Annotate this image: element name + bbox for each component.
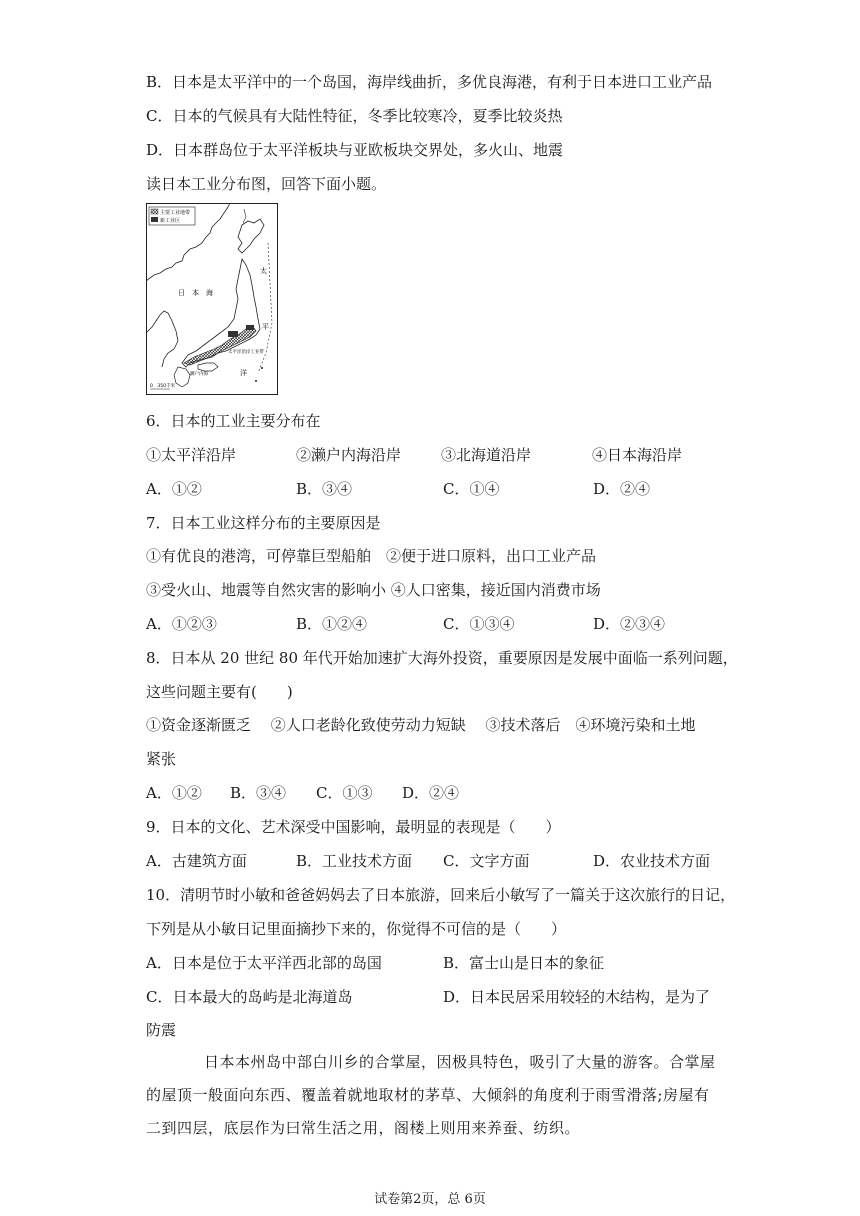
legend-main-belt: 主要工业地带 [160, 210, 191, 216]
page-footer: 试卷第2页，总 6页 [374, 1192, 486, 1207]
q9-option-b: B．工业技术方面 [296, 852, 413, 870]
q9-stem: 9．日本的文化、艺术深受中国影响，最明显的表现是（ ） [146, 818, 561, 836]
q10-option-d: D．日本民居采用较轻的木结构，是为了 [443, 988, 711, 1006]
label-scale: 0 350千米 [150, 384, 175, 389]
q6-option-d: D．②④ [593, 480, 651, 498]
label-pacific-1: 太 [260, 267, 267, 275]
q10-option-b: B．富士山是日本的象征 [443, 954, 605, 972]
q6-item-4: ④日本海沿岸 [592, 446, 683, 464]
label-pacific-2: 平 [262, 323, 269, 331]
q8-option-d: D．②④ [402, 784, 460, 802]
q6-item-1: ①太平洋沿岸 [146, 446, 237, 464]
q8-items-row1: ①资金逐渐匮乏 ②人口老龄化致使劳动力短缺 ③技术落后 ④环境污染和土地 [146, 716, 696, 734]
q9-option-d: D．农业技术方面 [593, 852, 711, 870]
q8-stem-1: 8．日本从 20 世纪 80 年代开始加速扩大海外投资，重要原因是发展中面临一系列问题， [146, 649, 738, 667]
q6-item-3: ③北海道沿岸 [441, 446, 532, 464]
q6-option-b: B．③④ [296, 480, 353, 498]
label-pacific-3: 洋 [240, 369, 247, 377]
label-seto: 濑户内海 [190, 372, 208, 377]
passage-text: 日本本州岛中部白川乡的合掌屋，因极具特色，吸引了大量的游客。合掌屋的屋顶一般面向东西、覆盖着就地取材的茅草、大倾斜的角度利于雨雪滑落;房屋有二到四层，底层作为曰常生活之用，阁楼上则用来养蚕、纺织。 [146, 1053, 716, 1137]
q8-items-row2: 紧张 [146, 750, 177, 768]
label-pacific-belt: 太平洋沿岸工业带 [228, 350, 264, 355]
q6-option-c: C．①④ [443, 480, 500, 498]
q10-option-d-cont: 防震 [146, 1021, 177, 1039]
q8-stem-2: 这些问题主要有( ) [146, 683, 293, 701]
q9-option-c: C．文字方面 [443, 852, 530, 870]
option-b-prev: B．日本是太平洋中的一个岛国，海岸线曲折，多优良海港，有利于日本进口工业产品 [146, 73, 713, 91]
q7-option-d: D．②③④ [593, 615, 666, 633]
q9-option-a: A．古建筑方面 [146, 852, 247, 870]
q7-items-row2: ③受火山、地震等自然灾害的影响小 ④人口密集，接近国内消费市场 [146, 581, 601, 599]
q10-stem-2: 下列是从小敏日记里面摘抄下来的，你觉得不可信的是（ ） [146, 920, 567, 938]
q8-option-b: B．③④ [230, 784, 287, 802]
q6-item-2: ②濑户内海沿岸 [296, 446, 402, 464]
q6-option-a: A．①② [146, 480, 202, 498]
japan-industry-map [146, 203, 278, 395]
q7-items-row1: ①有优良的港湾，可停靠巨型船舶 ②便于进口原料，出口工业产品 [146, 547, 597, 565]
q8-option-c: C．①③ [316, 784, 373, 802]
q6-stem: 6．日本的工业主要分布在 [146, 412, 321, 430]
legend-new-zone: 新工业区 [160, 218, 181, 224]
q10-option-c: C．日本最大的岛屿是北海道岛 [146, 988, 353, 1006]
option-c-prev: C．日本的气候具有大陆性特征，冬季比较寒冷，夏季比较炎热 [146, 107, 563, 125]
map-intro: 读日本工业分布图，回答下面小题。 [146, 175, 387, 193]
q8-option-a: A．①② [146, 784, 202, 802]
q7-option-b: B．①②④ [296, 615, 368, 633]
q7-option-a: A．①②③ [146, 615, 217, 633]
q7-option-c: C．①③④ [443, 615, 515, 633]
q10-stem-1: 10．清明节时小敏和爸爸妈妈去了日本旅游，回来后小敏写了一篇关于这次旅行的日记， [146, 886, 736, 904]
option-d-prev: D．日本群岛位于太平洋板块与亚欧板块交界处，多火山、地震 [146, 141, 564, 159]
q7-stem: 7．日本工业这样分布的主要原因是 [146, 514, 381, 532]
q10-option-a: A．日本是位于太平洋西北部的岛国 [146, 954, 382, 972]
label-sea-of-japan: 日 本 海 [178, 289, 213, 297]
